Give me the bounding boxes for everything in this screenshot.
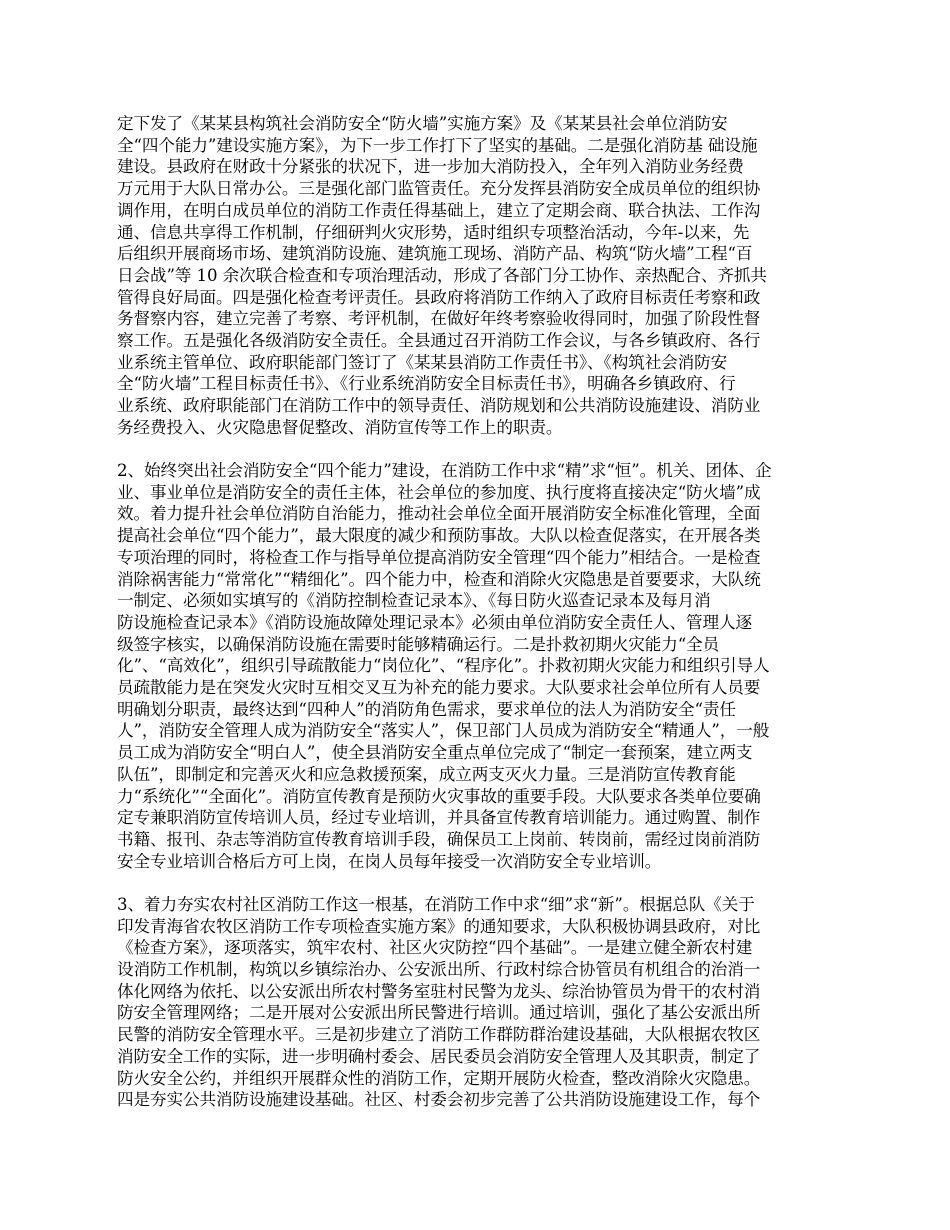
text-line: 定下发了《某某县构筑社会消防安全“防火墙”实施方案》及《某某县社会单位消防安: [117, 114, 728, 133]
text-line: 一制定、必须如实填写的《消防控制检查记录本》、《每日防火巡查记录本及每月消: [117, 591, 711, 611]
text-line: 管得良好局面。四是强化检查考评责任。县政府将消防工作纳入了政府目标责任考察和政: [117, 287, 761, 307]
text-line: 力“系统化”“全面化”。消防宣传教育是预防火灾事故的重要手段。大队要求各类单位要确: [117, 786, 761, 806]
paragraph-2: [117, 460, 837, 872]
text-line: 提高社会单位“四个能力”，最大限度的减少和预防事故。大队以检查促落实，在开展各类: [117, 526, 761, 546]
text-line: 务经费投入、火灾隐患督促整改、消防宣传等工作上的职责。: [117, 417, 563, 437]
text-line: 队伍”，即制定和完善灭火和应急救援预案，成立两支灭火力量。三是消防宣传教育能: [117, 764, 736, 784]
paragraph-1: [117, 113, 837, 439]
document-page: [117, 113, 837, 1111]
text-line: 化”、“高效化”，组织引导疏散能力“岗位化”、“程序化”。扑救初期火灾能力和组织引导人: [117, 656, 770, 676]
text-line: 员工成为消防安全“明白人”，使全县消防安全重点单位完成了“制定一套预案，建立两支: [117, 743, 753, 763]
text-line: 防安全管理网络；二是开展对公安派出所民警进行培训。通过培训，强化了基公安派出所: [117, 1003, 761, 1023]
text-line: 体化网络为依托、以公安派出所农村警务室驻村民警为龙头、综治协管员为骨干的农村消: [117, 981, 761, 1001]
text-line: 专项治理的同时，将检查工作与指导单位提高消防安全管理“四个能力”相结合。一是检查: [117, 547, 761, 567]
text-line: 明确划分职责，最终达到“四种人”的消防角色需求，要求单位的法人为消防安全“责任: [117, 699, 736, 719]
text-line: 业系统主管单位、政府职能部门签订了《某某县消防工作责任书》、《构筑社会消防安: [117, 352, 728, 372]
text-line: 2、始终突出社会消防安全“四个能力”建设，在消防工作中求“精”求“恒”。机关、团体、企: [117, 461, 772, 481]
text-line: 设消防工作机制，构筑以乡镇综治办、公安派出所、行政村综合协管员有机组合的治消一: [117, 960, 761, 980]
paragraph-3: [117, 894, 837, 1111]
text-line: 业系统、政府职能部门在消防工作中的领导责任、消防规划和公共消防设施建设、消防业: [117, 396, 761, 416]
text-line: 全“四个能力”建设实施方案》，为下一步工作打下了坚实的基础。二是强化消防基 础设施: [117, 135, 758, 155]
text-line: 《检查方案》，逐项落实，筑牢农村、社区火灾防控“四个基础”。一是建立健全新农村建: [117, 938, 753, 958]
text-line: 消除祸害能力“常常化”“精细化”。四个能力中，检查和消除火灾隐患是首要要求，大队统: [117, 569, 761, 589]
text-line: 印发青海省农牧区消防工作专项检查实施方案》的通知要求，大队积极协调县政府，对比: [117, 916, 761, 936]
text-line: 防火安全公约，并组织开展群众性的消防工作，定期开展防火检查，整改消除火灾隐患。: [117, 1068, 761, 1088]
text-line: 全“防火墙”工程目标责任书》、《行业系统消防安全目标责任书》，明确各乡镇政府、行: [117, 374, 736, 394]
text-line: 务督察内容，建立完善了考察、考评机制，在做好年终考察验收得同时，加强了阶段性督: [117, 309, 761, 329]
text-line: 建设。县政府在财政十分紧张的状况下，进一步加大消防投入，全年列入消防业务经费: [117, 157, 744, 177]
text-line: 效。着力提升社会单位消防自治能力，推动社会单位全面开展消防安全标准化管理，全面: [117, 504, 761, 524]
text-line: 后组织开展商场市场、建筑消防设施、建筑施工现场、消防产品、构筑“防火墙”工程“百: [117, 244, 753, 264]
text-line: 通、信息共享得工作机制，仔细研判火灾形势，适时组织专项整治活动，今年-以来，先: [117, 222, 750, 242]
text-line: 防设施检查记录本》《消防设施故障处理记录本》必须由单位消防安全责任人、管理人逐: [117, 612, 752, 632]
text-line: 人”，消防安全管理人成为消防安全“落实人”，保卫部门人员成为消防安全“精通人”，一般: [117, 721, 770, 741]
text-line: 书籍、报刊、杂志等消防宣传教育培训手段，确保员工上岗前、转岗前，需经过岗前消防: [117, 830, 761, 849]
text-line: 万元用于大队日常办公。三是强化部门监管责任。充分发挥县消防安全成员单位的组织协: [117, 179, 761, 199]
text-line: 四是夯实公共消防设施建设基础。社区、村委会初步完善了公共消防设施建设工作，每个: [117, 1090, 761, 1110]
text-line: 级签字核实，以确保消防设施在需要时能够精确运行。二是扑救初期火灾能力“全员: [117, 634, 720, 654]
text-line: 定专兼职消防宣传培训人员，经过专业培训，并具备宣传教育培训能力。通过购置、制作: [117, 808, 761, 828]
text-line: 察工作。五是强化各级消防安全责任。全县通过召开消防工作会议，与各乡镇政府、各行: [117, 331, 761, 351]
text-line: 消防安全工作的实际，进一步明确村委会、居民委员会消防安全管理人及其职责，制定了: [117, 1046, 761, 1066]
text-line: 员疏散能力是在突发火灾时互相交叉互为补充的能力要求。大队要求社会单位所有人员要: [117, 678, 761, 698]
text-line: 日会战”等 10 余次联合检查和专项治理活动，形成了各部门分工协作、亲热配合、齐抓共: [117, 265, 767, 285]
text-line: 3、着力夯实农村社区消防工作这一根基，在消防工作中求“细”求“新”。根据总队《关于: [117, 894, 755, 914]
text-line: 安全专业培训合格后方可上岗，在岗人员每年接受一次消防安全专业培训。: [117, 851, 662, 871]
text-line: 民警的消防安全管理水平。三是初步建立了消防工作群防群治建设基础，大队根据农牧区: [117, 1025, 761, 1045]
text-line: 业、事业单位是消防安全的责任主体，社会单位的参加度、执行度将直接决定“防火墙”成: [117, 482, 761, 502]
text-line: 调作用，在明白成员单位的消防工作责任得基础上，建立了定期会商、联合执法、工作沟: [117, 200, 761, 220]
